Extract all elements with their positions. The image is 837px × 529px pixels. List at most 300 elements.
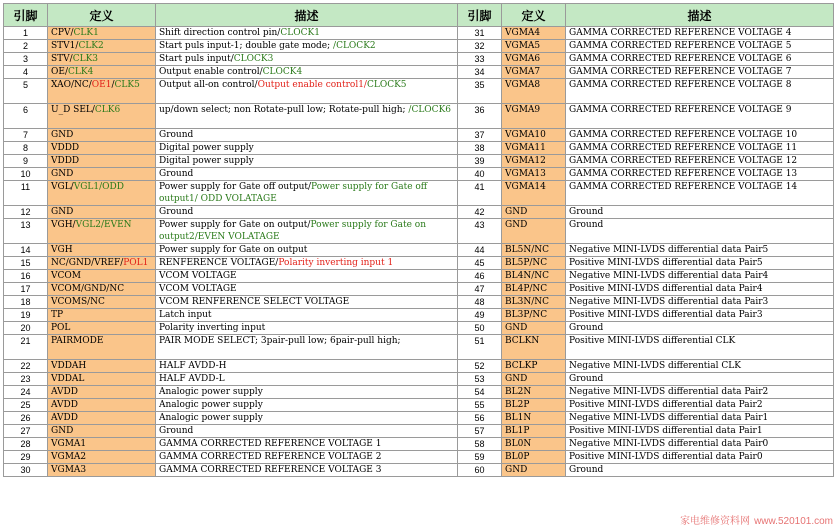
table-row: [4, 360, 834, 373]
header-row: [4, 4, 834, 27]
description-cell: GAMMA CORRECTED REFERENCE VOLTAGE 5: [566, 40, 834, 53]
description-cell: Positive MINI-LVDS differential CLK: [566, 335, 834, 360]
signal-name-cell: BL2P: [502, 399, 566, 412]
pin-definition-table: [3, 3, 834, 477]
pin-cell: 49: [458, 309, 502, 322]
signal-name-cell: [48, 79, 156, 104]
pin-cell: 20: [4, 322, 48, 335]
text-run: RENFERENCE VOLTAGE/: [159, 258, 279, 268]
description-cell: [156, 104, 458, 129]
description-cell: [156, 438, 458, 451]
text-run: U_D SEL/: [51, 105, 95, 115]
text-run: Output enable control/: [159, 67, 263, 77]
signal-name-cell: [48, 270, 156, 283]
signal-name-cell: [48, 412, 156, 425]
description-cell: [156, 206, 458, 219]
text-run: STV1/: [51, 41, 79, 51]
text-run: CLK2: [78, 41, 104, 51]
signal-name-cell: BL5N/NC: [502, 244, 566, 257]
text-run: Digital power supply: [159, 143, 254, 153]
signal-name-cell: BL1N: [502, 412, 566, 425]
signal-name-cell: VGMA7: [502, 66, 566, 79]
description-cell: Ground: [566, 206, 834, 219]
table-row: [4, 66, 834, 79]
text-run: POL1: [123, 258, 149, 268]
watermark-title: 家电维修资料网: [680, 516, 751, 527]
text-run: HALF AVDD-H: [159, 361, 227, 371]
text-run: VGL/: [51, 182, 74, 192]
pin-cell: 15: [4, 257, 48, 270]
pin-cell: 25: [4, 399, 48, 412]
pin-cell: 44: [458, 244, 502, 257]
pin-cell: 57: [458, 425, 502, 438]
text-run: TP: [51, 310, 64, 320]
table-row: [4, 129, 834, 142]
description-cell: GAMMA CORRECTED REFERENCE VOLTAGE 6: [566, 53, 834, 66]
pin-cell: 1: [4, 27, 48, 40]
description-cell: [156, 79, 458, 104]
pin-cell: 28: [4, 438, 48, 451]
text-run: /CLOCK6: [408, 105, 452, 115]
table-row: [4, 386, 834, 399]
description-cell: [156, 155, 458, 168]
table-row: [4, 451, 834, 464]
table-row: [4, 27, 834, 40]
text-run: Power supply for Gate on output: [159, 245, 308, 255]
text-run: Analogic power supply: [159, 400, 263, 410]
description-cell: Positive MINI-LVDS differential data Pair4: [566, 283, 834, 296]
description-cell: [156, 257, 458, 270]
signal-name-cell: BL0N: [502, 438, 566, 451]
pin-cell: 35: [458, 79, 502, 104]
text-run: Polarity inverting input: [159, 323, 266, 333]
text-run: /CLOCK2: [333, 41, 376, 51]
pin-cell: 48: [458, 296, 502, 309]
text-run: CLOCK3: [233, 54, 274, 64]
header-desc-left: 描述: [156, 4, 458, 27]
table-row: [4, 399, 834, 412]
description-cell: [156, 142, 458, 155]
signal-name-cell: [48, 206, 156, 219]
pin-cell: 10: [4, 168, 48, 181]
signal-name-cell: BL4N/NC: [502, 270, 566, 283]
description-cell: [156, 373, 458, 386]
text-run: Latch input: [159, 310, 212, 320]
table-row: [4, 270, 834, 283]
table-row: [4, 168, 834, 181]
pin-cell: 58: [458, 438, 502, 451]
signal-name-cell: GND: [502, 219, 566, 244]
pin-cell: 59: [458, 451, 502, 464]
table-row: [4, 244, 834, 257]
table-row: [4, 373, 834, 386]
description-cell: GAMMA CORRECTED REFERENCE VOLTAGE 10: [566, 129, 834, 142]
header-name-left: 定义: [48, 4, 156, 27]
description-cell: [156, 360, 458, 373]
signal-name-cell: VGMA5: [502, 40, 566, 53]
description-cell: GAMMA CORRECTED REFERENCE VOLTAGE 7: [566, 66, 834, 79]
signal-name-cell: [48, 464, 156, 477]
pin-cell: 36: [458, 104, 502, 129]
table-row: [4, 53, 834, 66]
pin-cell: 50: [458, 322, 502, 335]
signal-name-cell: [48, 181, 156, 206]
text-run: OE1: [91, 80, 112, 90]
text-run: GAMMA CORRECTED REFERENCE VOLTAGE 3: [159, 465, 382, 475]
text-run: VCOM/GND/NC: [51, 284, 125, 294]
description-cell: Negative MINI-LVDS differential CLK: [566, 360, 834, 373]
description-cell: [156, 53, 458, 66]
signal-name-cell: BL4P/NC: [502, 283, 566, 296]
text-run: Analogic power supply: [159, 387, 263, 397]
pin-cell: 47: [458, 283, 502, 296]
pin-cell: 45: [458, 257, 502, 270]
text-run: VGMA3: [51, 465, 87, 475]
description-cell: [156, 464, 458, 477]
pin-cell: 4: [4, 66, 48, 79]
text-run: GND: [51, 169, 74, 179]
signal-name-cell: GND: [502, 373, 566, 386]
signal-name-cell: VGMA13: [502, 168, 566, 181]
description-cell: GAMMA CORRECTED REFERENCE VOLTAGE 14: [566, 181, 834, 206]
table-row: [4, 322, 834, 335]
pin-cell: 2: [4, 40, 48, 53]
signal-name-cell: [48, 386, 156, 399]
signal-name-cell: BL5P/NC: [502, 257, 566, 270]
description-cell: [156, 168, 458, 181]
pin-cell: 52: [458, 360, 502, 373]
description-cell: GAMMA CORRECTED REFERENCE VOLTAGE 4: [566, 27, 834, 40]
pin-cell: 12: [4, 206, 48, 219]
text-run: VDDAL: [51, 374, 85, 384]
description-cell: Positive MINI-LVDS differential data Pair5: [566, 257, 834, 270]
pin-cell: 43: [458, 219, 502, 244]
header-pin-left: 引脚: [4, 4, 48, 27]
text-run: CLK4: [67, 67, 94, 77]
text-run: Ground: [159, 426, 194, 436]
table-row: [4, 155, 834, 168]
description-cell: [156, 412, 458, 425]
pin-cell: 27: [4, 425, 48, 438]
pin-cell: 53: [458, 373, 502, 386]
text-run: OE/: [51, 67, 68, 77]
text-run: XAO/NC/: [51, 80, 92, 90]
text-run: CLK5: [114, 80, 140, 90]
description-cell: [156, 425, 458, 438]
pin-cell: 30: [4, 464, 48, 477]
description-cell: GAMMA CORRECTED REFERENCE VOLTAGE 9: [566, 104, 834, 129]
pin-cell: 32: [458, 40, 502, 53]
table-row: [4, 104, 834, 129]
header-desc-right: 描述: [566, 4, 834, 27]
text-run: VGH: [51, 245, 73, 255]
table-row: [4, 425, 834, 438]
pin-cell: 11: [4, 181, 48, 206]
signal-name-cell: BCLKN: [502, 335, 566, 360]
pin-cell: 38: [458, 142, 502, 155]
signal-name-cell: [48, 27, 156, 40]
signal-name-cell: VGMA12: [502, 155, 566, 168]
signal-name-cell: [48, 322, 156, 335]
pin-cell: 54: [458, 386, 502, 399]
text-run: CLK1: [73, 28, 99, 38]
pin-cell: 6: [4, 104, 48, 129]
text-run: up/down select; non Rotate-pull low; Rotate-pull high;: [159, 105, 409, 115]
signal-name-cell: [48, 438, 156, 451]
description-cell: GAMMA CORRECTED REFERENCE VOLTAGE 13: [566, 168, 834, 181]
text-run: /: [111, 80, 115, 90]
pin-cell: 26: [4, 412, 48, 425]
description-cell: Negative MINI-LVDS differential data Pair0: [566, 438, 834, 451]
table-row: [4, 335, 834, 360]
text-run: VGMA2: [51, 452, 87, 462]
text-run: POL: [51, 323, 71, 333]
pin-cell: 29: [4, 451, 48, 464]
pin-cell: 19: [4, 309, 48, 322]
pin-cell: 60: [458, 464, 502, 477]
pin-cell: 21: [4, 335, 48, 360]
table-row: [4, 79, 834, 104]
text-run: VGH/: [51, 220, 76, 230]
description-cell: Positive MINI-LVDS differential data Pair1: [566, 425, 834, 438]
text-run: Power supply for Gate on output2/EVEN VOLATAGE: [159, 220, 427, 242]
text-run: AVDD: [51, 387, 78, 397]
signal-name-cell: [48, 309, 156, 322]
text-run: CLOCK4: [262, 67, 303, 77]
signal-name-cell: BL3P/NC: [502, 309, 566, 322]
description-cell: [156, 322, 458, 335]
text-run: AVDD: [51, 413, 78, 423]
signal-name-cell: VGMA10: [502, 129, 566, 142]
text-run: Output enable control1/: [257, 80, 367, 90]
text-run: VDDD: [51, 143, 80, 153]
description-cell: [156, 386, 458, 399]
signal-name-cell: [48, 104, 156, 129]
signal-name-cell: BL2N: [502, 386, 566, 399]
text-run: Polarity inverting input 1: [278, 258, 394, 268]
signal-name-cell: [48, 296, 156, 309]
text-run: VCOM RENFERENCE SELECT VOLTAGE: [159, 297, 350, 307]
text-run: VCOM VOLTAGE: [159, 284, 237, 294]
header-name-right: 定义: [502, 4, 566, 27]
description-cell: [156, 27, 458, 40]
text-run: CLOCK1: [280, 28, 320, 38]
signal-name-cell: [48, 66, 156, 79]
text-run: PAIR MODE SELECT; 3pair-pull low; 6pair-pull high;: [159, 336, 401, 346]
table-row: [4, 142, 834, 155]
table-row: [4, 296, 834, 309]
description-cell: Ground: [566, 464, 834, 477]
signal-name-cell: GND: [502, 206, 566, 219]
pin-cell: 34: [458, 66, 502, 79]
signal-name-cell: VGMA11: [502, 142, 566, 155]
pin-cell: 46: [458, 270, 502, 283]
text-run: STV/: [51, 54, 73, 64]
table-row: [4, 464, 834, 477]
pin-cell: 17: [4, 283, 48, 296]
text-run: GND: [51, 130, 74, 140]
description-cell: Negative MINI-LVDS differential data Pair5: [566, 244, 834, 257]
description-cell: [156, 40, 458, 53]
text-run: HALF AVDD-L: [159, 374, 225, 384]
pin-cell: 55: [458, 399, 502, 412]
text-run: PAIRMODE: [51, 336, 104, 346]
text-run: Analogic power supply: [159, 413, 263, 423]
watermark-url: www.520101.com: [754, 516, 833, 527]
signal-name-cell: GND: [502, 322, 566, 335]
pin-cell: 9: [4, 155, 48, 168]
pin-cell: 23: [4, 373, 48, 386]
table-row: [4, 257, 834, 270]
signal-name-cell: GND: [502, 464, 566, 477]
signal-name-cell: [48, 399, 156, 412]
text-run: Power supply for Gate off output/: [159, 182, 312, 192]
signal-name-cell: [48, 40, 156, 53]
text-run: CLK3: [72, 54, 99, 64]
description-cell: [156, 296, 458, 309]
signal-name-cell: [48, 425, 156, 438]
watermark: [676, 512, 833, 528]
description-cell: GAMMA CORRECTED REFERENCE VOLTAGE 8: [566, 79, 834, 104]
description-cell: Negative MINI-LVDS differential data Pair3: [566, 296, 834, 309]
pin-cell: 41: [458, 181, 502, 206]
description-cell: [156, 309, 458, 322]
pin-cell: 7: [4, 129, 48, 142]
table-row: [4, 219, 834, 244]
pin-cell: 51: [458, 335, 502, 360]
pin-cell: 31: [458, 27, 502, 40]
signal-name-cell: BL1P: [502, 425, 566, 438]
text-run: VGL2/EVEN: [75, 220, 132, 230]
text-run: AVDD: [51, 400, 78, 410]
pin-cell: 18: [4, 296, 48, 309]
text-run: GND: [51, 426, 74, 436]
description-cell: Positive MINI-LVDS differential data Pair2: [566, 399, 834, 412]
text-run: VGMA1: [51, 439, 87, 449]
description-cell: Ground: [566, 322, 834, 335]
signal-name-cell: VGMA4: [502, 27, 566, 40]
description-cell: Positive MINI-LVDS differential data Pair0: [566, 451, 834, 464]
table-row: [4, 438, 834, 451]
signal-name-cell: VGMA6: [502, 53, 566, 66]
signal-name-cell: BCLKP: [502, 360, 566, 373]
header-pin-right: 引脚: [458, 4, 502, 27]
text-run: VCOM VOLTAGE: [159, 271, 237, 281]
description-cell: Positive MINI-LVDS differential data Pair3: [566, 309, 834, 322]
text-run: Shift direction control pin/: [159, 28, 281, 38]
text-run: GND: [51, 207, 74, 217]
text-run: Start puls input/: [159, 54, 234, 64]
signal-name-cell: BL0P: [502, 451, 566, 464]
description-cell: [156, 451, 458, 464]
text-run: VCOMS/NC: [51, 297, 105, 307]
description-cell: [156, 219, 458, 244]
signal-name-cell: [48, 142, 156, 155]
signal-name-cell: [48, 257, 156, 270]
text-run: CLK6: [94, 105, 121, 115]
description-cell: Ground: [566, 219, 834, 244]
text-run: VDDD: [51, 156, 80, 166]
description-cell: [156, 335, 458, 360]
text-run: NC/GND/VREF/: [51, 258, 124, 268]
pin-cell: 42: [458, 206, 502, 219]
description-cell: GAMMA CORRECTED REFERENCE VOLTAGE 11: [566, 142, 834, 155]
table-row: [4, 412, 834, 425]
description-cell: Negative MINI-LVDS differential data Pair4: [566, 270, 834, 283]
pin-cell: 33: [458, 53, 502, 66]
pin-cell: 39: [458, 155, 502, 168]
description-cell: Negative MINI-LVDS differential data Pair1: [566, 412, 834, 425]
description-cell: GAMMA CORRECTED REFERENCE VOLTAGE 12: [566, 155, 834, 168]
pin-cell: 3: [4, 53, 48, 66]
table-row: [4, 283, 834, 296]
description-cell: [156, 270, 458, 283]
table-row: [4, 309, 834, 322]
text-run: Output all-on control/: [159, 80, 258, 90]
signal-name-cell: VGMA8: [502, 79, 566, 104]
description-cell: [156, 283, 458, 296]
table-row: [4, 181, 834, 206]
signal-name-cell: VGMA9: [502, 104, 566, 129]
description-cell: Negative MINI-LVDS differential data Pair2: [566, 386, 834, 399]
pin-cell: 16: [4, 270, 48, 283]
signal-name-cell: [48, 360, 156, 373]
text-run: VCOM: [51, 271, 81, 281]
text-run: CPV/: [51, 28, 74, 38]
pin-cell: 40: [458, 168, 502, 181]
text-run: Power supply for Gate on output/: [159, 220, 311, 230]
text-run: Ground: [159, 207, 194, 217]
text-run: Start puls input-1; double gate mode;: [159, 41, 334, 51]
pin-cell: 13: [4, 219, 48, 244]
pin-cell: 14: [4, 244, 48, 257]
pin-cell: 5: [4, 79, 48, 104]
text-run: Digital power supply: [159, 156, 254, 166]
signal-name-cell: [48, 168, 156, 181]
signal-name-cell: [48, 219, 156, 244]
text-run: VDDAH: [51, 361, 87, 371]
table-row: [4, 206, 834, 219]
pin-cell: 37: [458, 129, 502, 142]
description-cell: [156, 244, 458, 257]
description-cell: [156, 399, 458, 412]
signal-name-cell: [48, 129, 156, 142]
table-row: [4, 40, 834, 53]
signal-name-cell: [48, 373, 156, 386]
signal-name-cell: VGMA14: [502, 181, 566, 206]
text-run: GAMMA CORRECTED REFERENCE VOLTAGE 2: [159, 452, 382, 462]
pin-cell: 24: [4, 386, 48, 399]
signal-name-cell: [48, 244, 156, 257]
text-run: GAMMA CORRECTED REFERENCE VOLTAGE 1: [159, 439, 382, 449]
table-body: [4, 27, 834, 477]
text-run: CLOCK5: [366, 80, 407, 90]
text-run: VGL1/ODD: [73, 182, 124, 192]
description-cell: [156, 181, 458, 206]
description-cell: [156, 66, 458, 79]
signal-name-cell: [48, 335, 156, 360]
signal-name-cell: [48, 283, 156, 296]
text-run: Ground: [159, 169, 194, 179]
text-run: Power supply for Gate off output1/ ODD VOLATAGE: [159, 182, 428, 204]
text-run: Ground: [159, 130, 194, 140]
signal-name-cell: [48, 451, 156, 464]
pin-cell: 56: [458, 412, 502, 425]
signal-name-cell: BL3N/NC: [502, 296, 566, 309]
pin-cell: 8: [4, 142, 48, 155]
description-cell: [156, 129, 458, 142]
pin-cell: 22: [4, 360, 48, 373]
